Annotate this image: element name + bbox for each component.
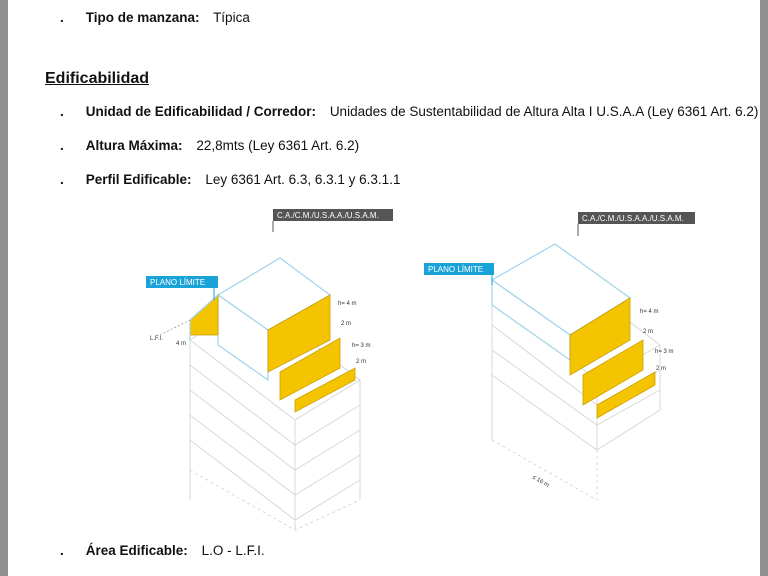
right-building-diagram [424, 212, 695, 500]
item-value: Unidades de Sustentabilidad de Altura Alta I U.S.A.A (Ley 6361 Art. 6.2) [329, 104, 759, 119]
left-lfi-label: L.F.I. [150, 336, 164, 342]
item-label: Perfil Edificable: [85, 172, 192, 187]
item-label: Unidad de Edificabilidad / Corredor: [85, 104, 317, 119]
area-row [60, 543, 265, 558]
bullet-dot-icon: . [60, 104, 64, 119]
bullet-dot-icon: . [60, 10, 64, 25]
manzana-label: Tipo de manzana: [85, 10, 200, 25]
item-label: Altura Máxima: [85, 138, 183, 153]
bullet-dot-icon: . [60, 172, 64, 187]
left-zone-tag: C.A./C.M./U.S.A.A./U.S.A.M. [277, 211, 379, 220]
left-plano-tag: PLANO LÍMITE [150, 278, 206, 287]
left-dim: h= 4 m [338, 301, 357, 307]
left-building-diagram [146, 209, 393, 530]
left-dim: 2 m [341, 321, 352, 327]
section-title: Edificabilidad [45, 70, 150, 87]
left-dim: 4 m [176, 341, 187, 347]
right-dim: 2 m [656, 366, 667, 372]
item-value: Ley 6361 Art. 6.3, 6.3.1 y 6.3.1.1 [205, 172, 401, 187]
left-dim: h= 3 m [352, 343, 371, 349]
left-dim: 2 m [356, 359, 367, 365]
area-value: L.O - L.F.I. [201, 543, 265, 558]
right-zone-tag: C.A./C.M./U.S.A.A./U.S.A.M. [582, 214, 684, 223]
right-plano-tag: PLANO LÍMITE [428, 265, 484, 274]
area-label: Área Edificable: [85, 543, 188, 558]
bullet-dot-icon: . [60, 138, 64, 153]
right-dim: ≤ 16 m [531, 474, 550, 489]
manzana-value: Típica [213, 10, 250, 25]
right-dim: 2 m [643, 329, 654, 335]
bullet-dot-icon: . [60, 543, 64, 558]
right-dim: h= 3 m [655, 349, 674, 355]
item-value: 22,8mts (Ley 6361 Art. 6.2) [196, 138, 360, 153]
right-dim: h= 4 m [640, 309, 659, 315]
